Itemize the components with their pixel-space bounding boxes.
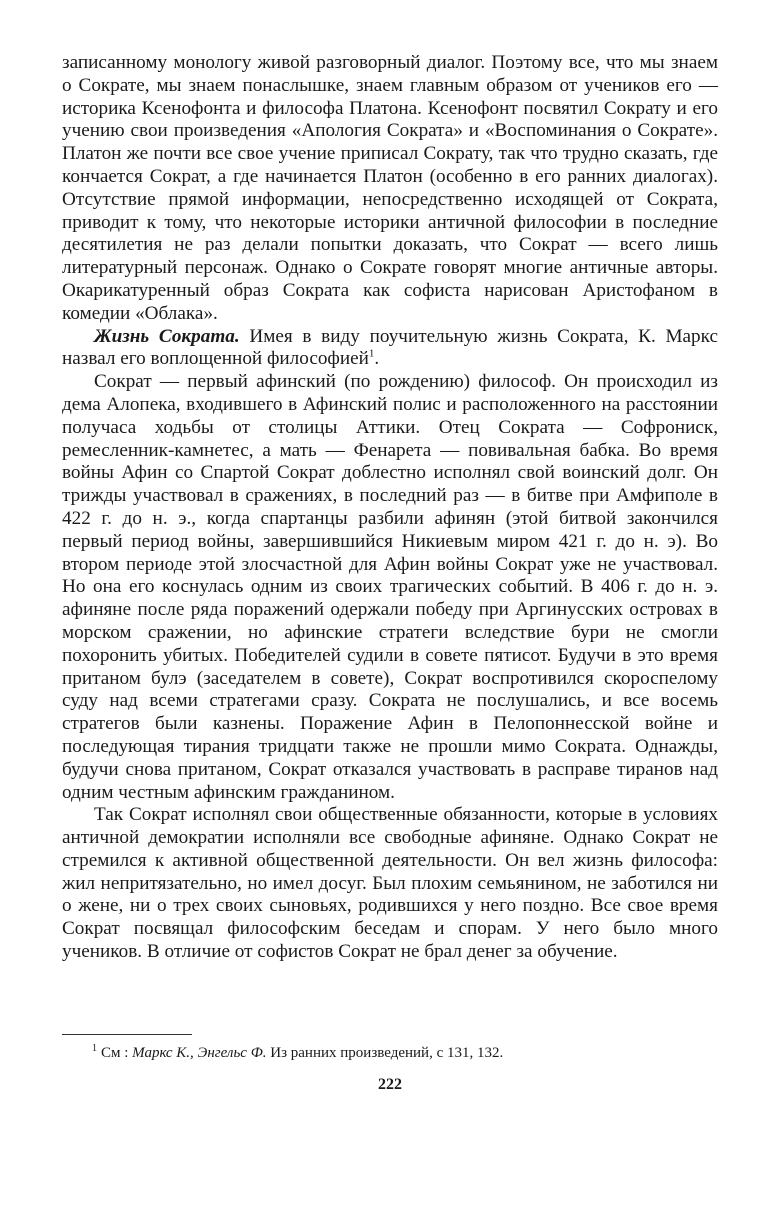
- paragraph-civic-duties: Так Сократ исполнял свои общественные обязанности, которые в условиях античной демократии исполняли все свободные афиняне. Однако Сократ не стремился к активной общественной деятельности. Он вел жизнь философа: жил непритязательно, но имел досуг. Был плохим семьянином, не заботился ни о жене, ни о трех своих сыновьях, родившихся у него поздно. Все свое время Сократ посвящал философским беседам и спорам. У него было много учеников. В отличие от софистов Сократ не брал денег за обучение.: [62, 804, 718, 963]
- section-heading: Жизнь Сократа.: [94, 325, 240, 347]
- heading-paragraph-text: Имея в виду поучительную жизнь Сократа, К. Маркс назвал его воплощенной философией: [62, 325, 718, 370]
- footnote-reference[interactable]: 1: [368, 347, 375, 360]
- footnote-divider: [62, 1034, 192, 1035]
- paragraph-biography: Сократ — первый афинский (по рождению) философ. Он происходил из дема Алопека, входившего в Афинский полис и расположенного на расстоянии получаса ходьбы от столицы Аттики. Отец Сократа — Софрониск, ремесленник-камнетес, а мать — Фенарета — повивальная бабка. Во время войны Афин со Спартой Сократ доблестно исполнял свой воинский долг. Он трижды участвовал в сражениях, в последний раз — в битве при Амфиполе в 422 г. до н. э., когда спартанцы разбили афинян (этой битвой закончился первый период войны, завершившийся Никиевым миром 421 г. до н. э). Во втором периоде этой злосчастной для Афин войны Сократ уже не участвовал. Но она его коснулась одним из своих трагических событий. В 406 г. до н. э. афиняне после ряда поражений одержали победу при Аргинусских островах в морском сражении, но афинские стратеги вследствие бури не смогли похоронить убитых. Победителей судили в совете пятисот. Будучи в это время пританом булэ (заседателем в совете), Сократ воспротивился скороспелому суду над всеми стратегами сразу. Сократа не послушались, и все восемь стратегов были казнены. Поражение Афин в Пелопоннесской войне и последующая тирания тридцати также не прошли мимо Сократа. Однажды, будучи снова пританом, Сократ отказался участвовать в расправе тиранов над одним честным афинским гражданином.: [62, 371, 718, 803]
- paragraph-intro: записанному монологу живой разговорный диалог. Поэтому все, что мы знаем о Сократе, мы знаем понаслышке, знаем главным образом от учеников его — историка Ксенофонта и философа Платона. Ксенофонт посвятил Сократу и его учению свои произведения «Апология Сократа» и «Воспоминания о Сократе». Платон же почти все свое учение приписал Сократу, так что трудно сказать, где кончается Сократ, а где начинается Платон (особенно в его ранних диалогах). Отсутствие прямой информации, непосредственно исходящей от Сократа, приводит к тому, что некоторые историки античной философии в последние десятилетия не раз делали попытки доказать, что Сократ — всего лишь литературный персонаж. Однако о Сократе говорят многие античные авторы. Окарикатуренный образ Сократа как софиста нарисован Аристофаном в комедии «Облака».: [62, 52, 718, 324]
- footnote-source: Из ранних произведений, с 131, 132.: [266, 1045, 504, 1061]
- page-body: [62, 52, 718, 964]
- footnote-prefix: См :: [101, 1045, 133, 1061]
- footnote-mark: 1: [92, 1043, 97, 1054]
- page-number: 222: [378, 1076, 402, 1093]
- heading-paragraph-end: .: [374, 348, 380, 370]
- footnote: [92, 1044, 712, 1062]
- paragraph-life-heading: [62, 326, 718, 372]
- footnote-authors: Маркс К., Энгельс Ф.: [132, 1045, 267, 1061]
